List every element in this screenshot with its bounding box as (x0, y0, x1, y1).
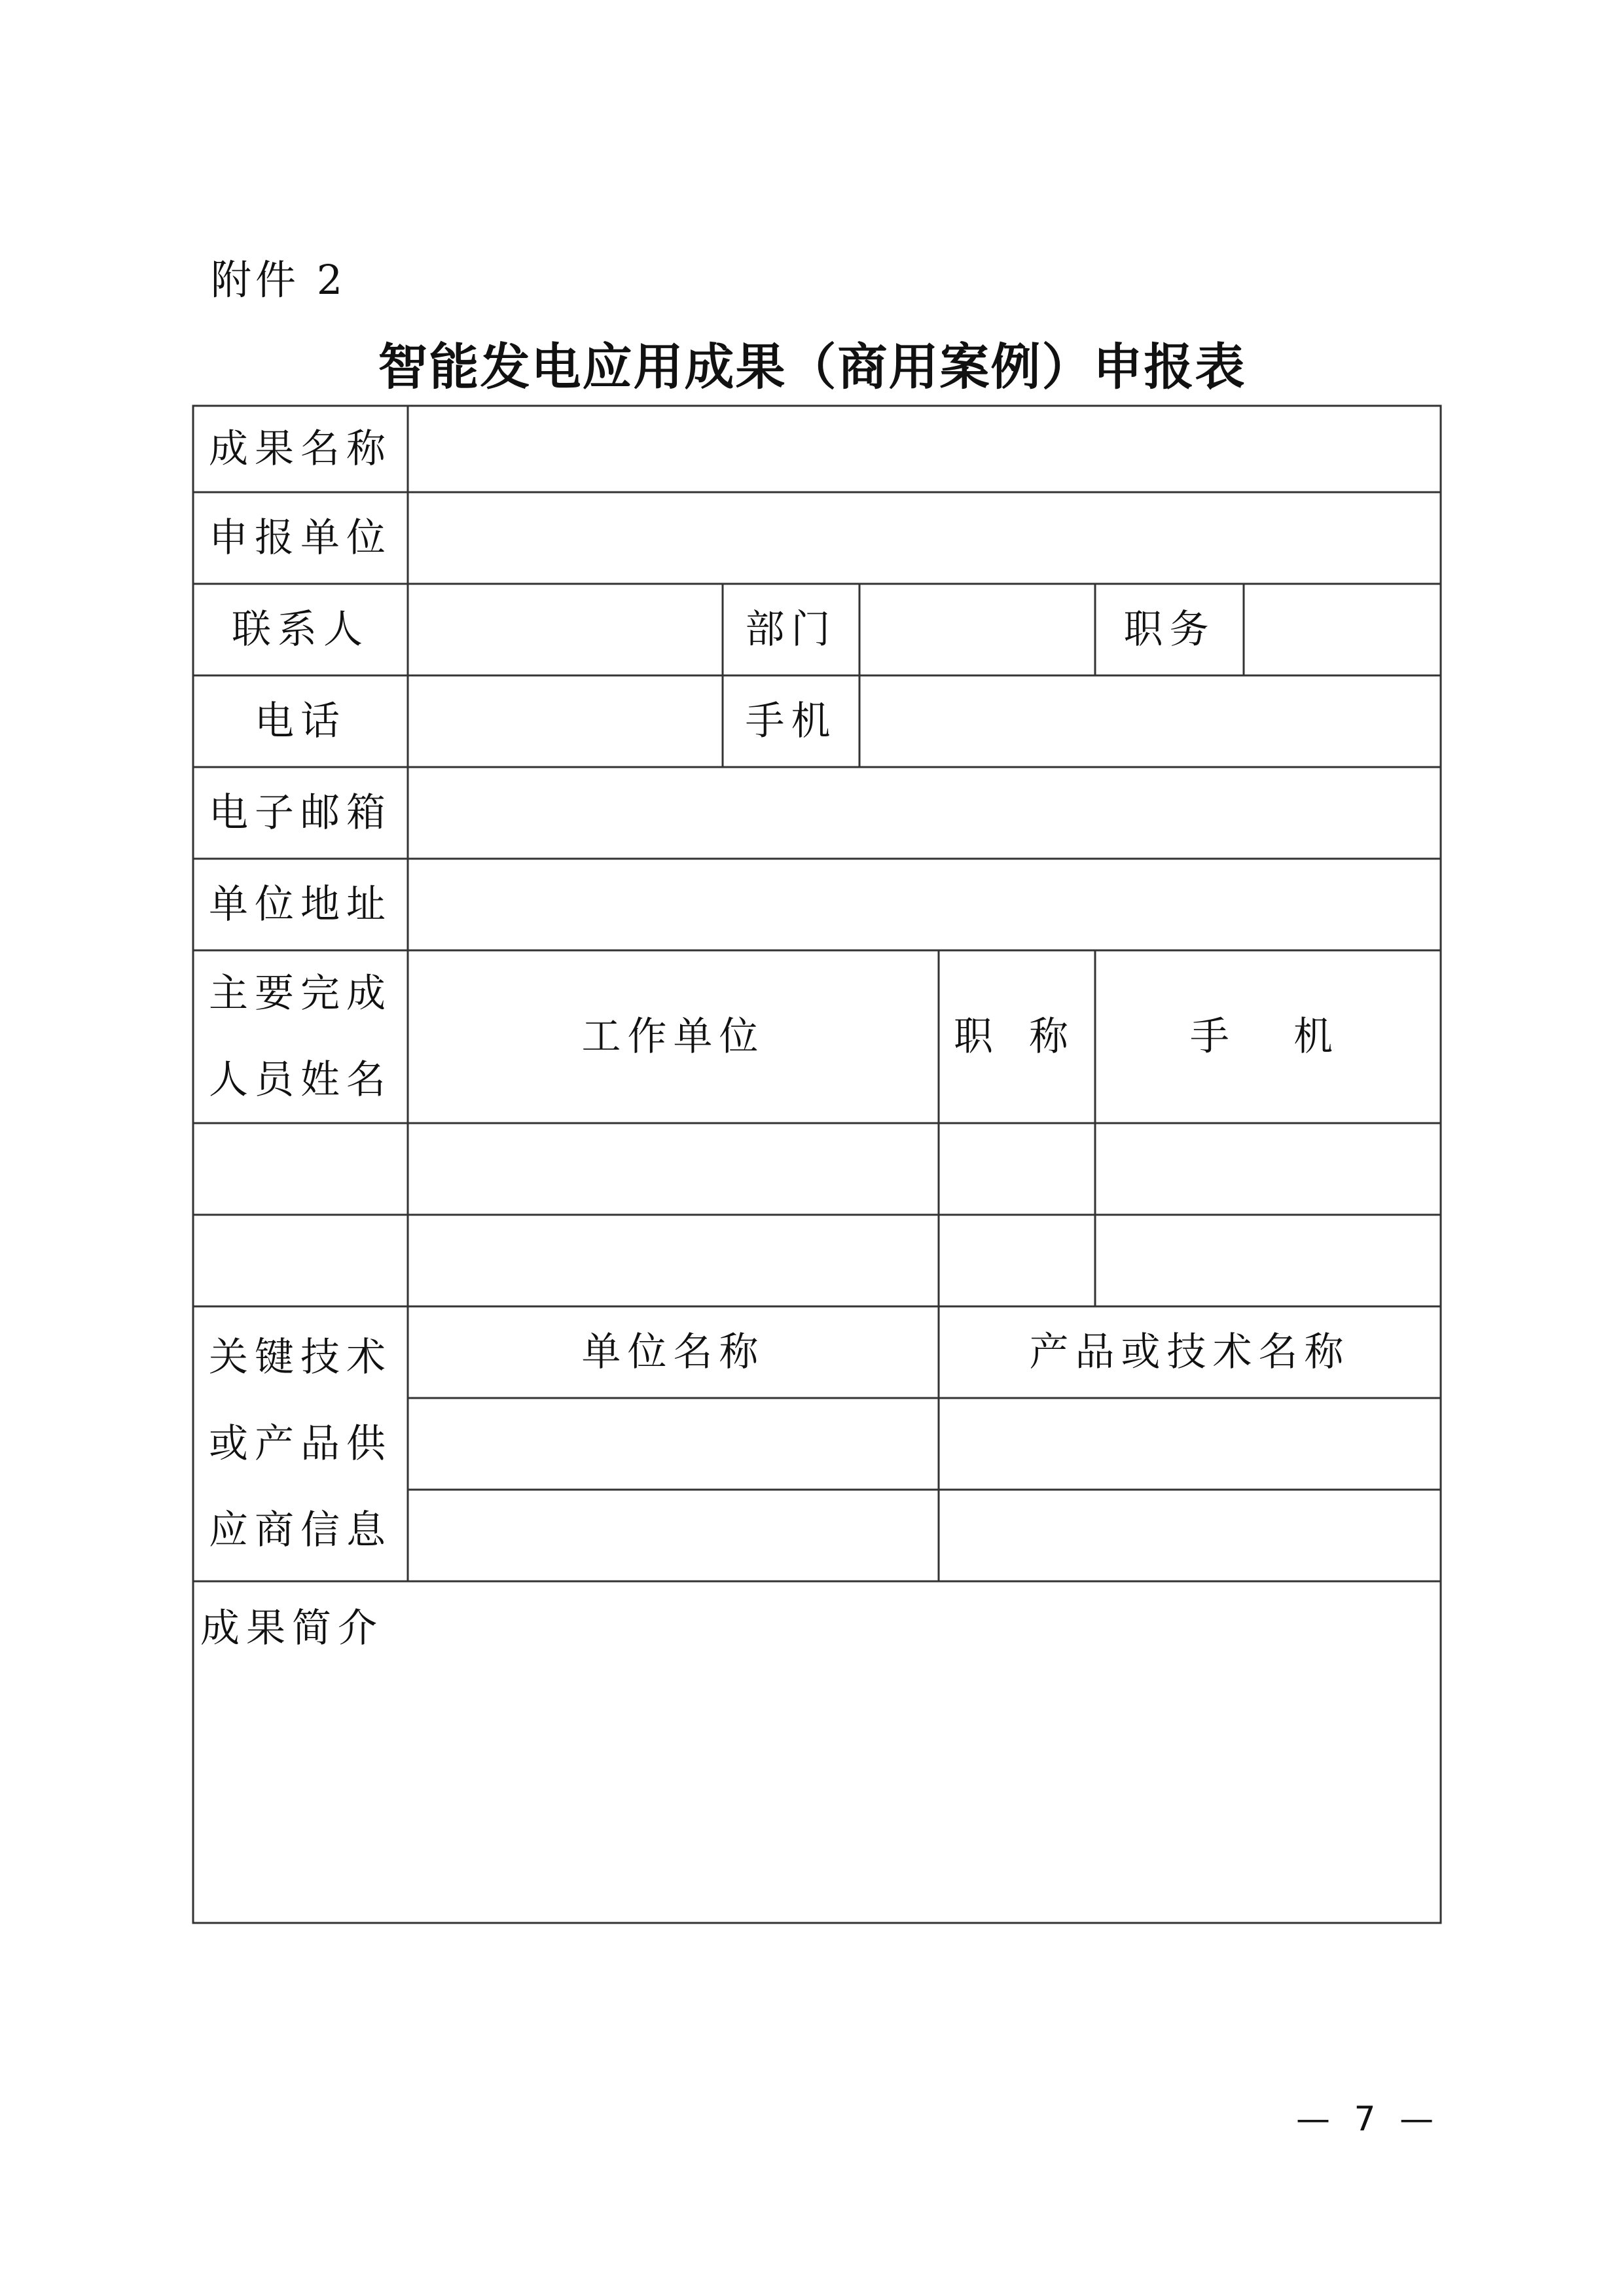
unit-address-field[interactable] (408, 859, 1441, 950)
label-achievement-name: 成果名称 (209, 426, 392, 472)
label-main-members-line2: 人员姓名 (209, 1057, 392, 1103)
member-1-mobile-field[interactable] (1095, 1123, 1441, 1215)
member-1-work-unit-field[interactable] (408, 1123, 939, 1215)
supplier-1-unit-name-field[interactable] (408, 1398, 939, 1490)
label-unit-address: 单位地址 (209, 882, 392, 927)
supplier-1-product-tech-field[interactable] (939, 1398, 1441, 1490)
member-2-mobile-field[interactable] (1095, 1215, 1441, 1306)
member-2-work-unit-field[interactable] (408, 1215, 939, 1306)
header-unit-name: 单位名称 (581, 1329, 765, 1375)
member-1-job-title-field[interactable] (939, 1123, 1095, 1215)
label-summary: 成果简介 (200, 1605, 384, 1651)
header-job-title: 职 称 (953, 1014, 1081, 1060)
label-telephone: 电话 (255, 698, 346, 744)
supplier-2-product-tech-field[interactable] (939, 1490, 1441, 1581)
label-email: 电子邮箱 (209, 790, 392, 836)
position-field[interactable] (1244, 584, 1441, 675)
telephone-field[interactable] (408, 675, 723, 767)
supplier-2-unit-name-field[interactable] (408, 1490, 939, 1581)
contact-person-field[interactable] (408, 584, 723, 675)
label-applicant-unit: 申报单位 (209, 515, 392, 561)
member-2-name-field[interactable] (193, 1215, 408, 1306)
member-1-name-field[interactable] (193, 1123, 408, 1215)
page-number: — 7 — (1296, 2100, 1441, 2139)
form-title: 智能发电应用成果（商用案例）申报表 (378, 338, 1246, 396)
label-mobile: 手机 (745, 698, 837, 744)
email-field[interactable] (408, 767, 1441, 859)
label-main-members (193, 950, 408, 1123)
label-supplier-info (193, 1306, 408, 1581)
summary-field[interactable] (193, 1649, 1441, 1923)
label-position: 职务 (1123, 607, 1216, 653)
label-department: 部门 (745, 607, 837, 653)
label-supplier-line3: 应商信息 (209, 1507, 392, 1553)
mobile-field[interactable] (859, 675, 1441, 767)
department-field[interactable] (859, 584, 1095, 675)
label-contact-person: 联系人 (232, 607, 369, 653)
achievement-name-field[interactable] (408, 406, 1441, 492)
label-supplier-line1: 关键技术 (209, 1335, 392, 1380)
label-supplier-line2: 或产品供 (209, 1421, 392, 1467)
member-2-job-title-field[interactable] (939, 1215, 1095, 1306)
attachment-label: 附件 2 (211, 256, 347, 304)
header-work-unit: 工作单位 (581, 1014, 765, 1060)
header-members-mobile: 手 机 (1189, 1014, 1346, 1060)
label-main-members-line1: 主要完成 (209, 971, 392, 1016)
applicant-unit-field[interactable] (408, 492, 1441, 584)
header-product-tech-name: 产品或技术名称 (1029, 1329, 1350, 1375)
